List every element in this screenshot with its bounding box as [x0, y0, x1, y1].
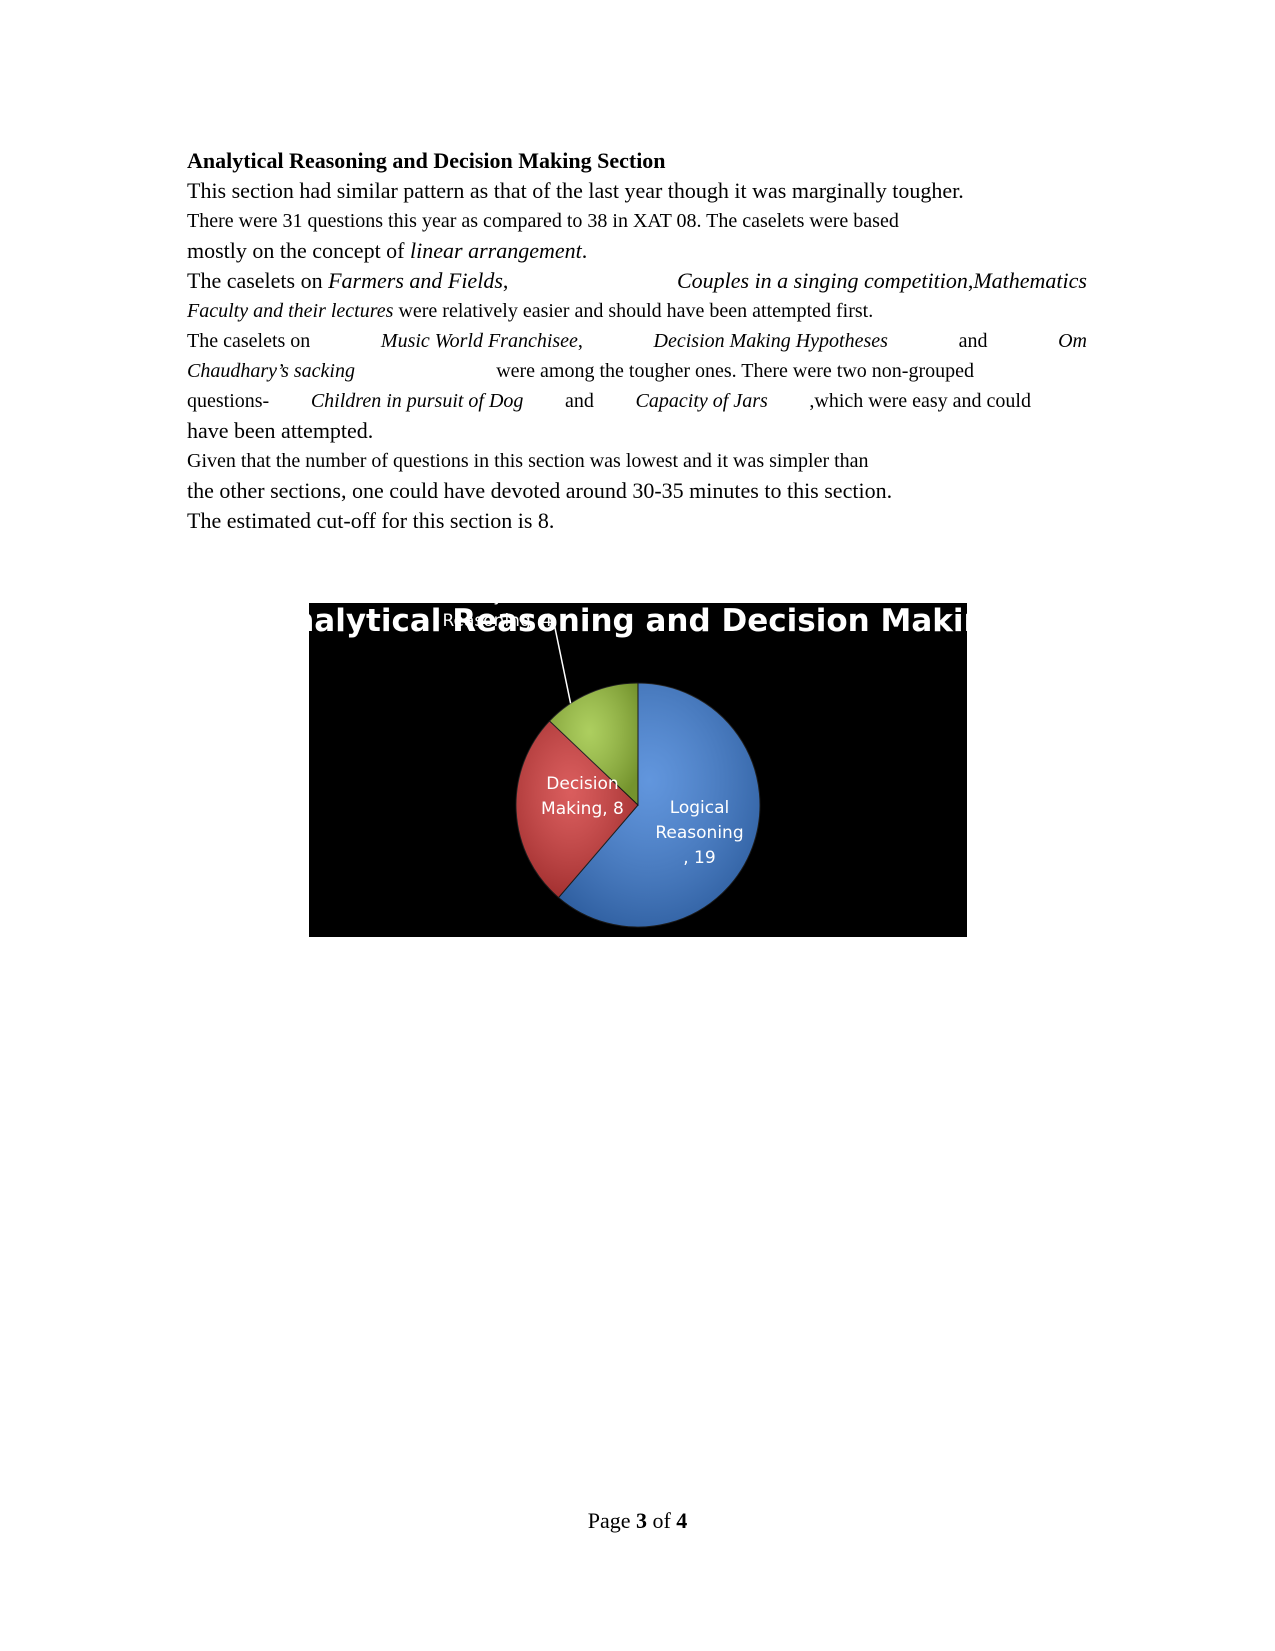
paragraph-line: the other sections, one could have devoted around 30-35 minutes to this section.: [187, 478, 893, 503]
paragraph-line: [187, 356, 974, 386]
text-run: were among the tougher ones. There were two non-grouped: [496, 360, 974, 382]
section-heading: Analytical Reasoning and Decision Making Section: [187, 148, 666, 173]
text-run: The caselets on Farmers and Fields,: [187, 268, 509, 293]
footer-page-word: Page: [587, 1508, 631, 1533]
italic-run: Om: [1058, 330, 1087, 352]
text-run: Music World Franchisee,: [380, 330, 583, 352]
pie-chart: [309, 603, 967, 937]
paragraph-line: There were 31 questions this year as compared to 38 in XAT 08. The caselets were based: [187, 210, 899, 232]
paragraph-line: Given that the number of questions in this section was lowest and it was simpler than: [187, 450, 869, 472]
paragraph-line: This section had similar pattern as that of the last year though it was marginally tougher.: [187, 178, 964, 203]
text-run: .: [581, 238, 588, 263]
pie-label-analytical-reasoning: Reasoning, 4: [442, 611, 553, 632]
italic-run: Decision Making Hypotheses: [653, 330, 888, 352]
page-footer: [0, 1508, 1275, 1534]
pie-label-decision-making: Decision Making, 8: [541, 773, 624, 819]
text-run: and: [958, 330, 988, 352]
text-run: and: [565, 390, 594, 412]
footer-page-total: 4: [676, 1508, 688, 1533]
paragraph-line: have been attempted.: [187, 418, 374, 443]
text-run: mostly on the concept of: [187, 238, 411, 263]
paragraph-line: [187, 236, 1087, 266]
italic-run: linear arrangement: [410, 238, 582, 263]
text-run: Couples in a singing competition,Mathematics: [676, 268, 1087, 293]
paragraph-line: [187, 266, 1087, 296]
paragraph-line: The estimated cut-off for this section is 8.: [187, 508, 555, 533]
italic-run: Capacity of Jars: [635, 390, 768, 412]
text-run: questions-: [187, 390, 270, 412]
italic-run: Faculty and their lectures: [187, 300, 394, 322]
footer-of-word: of: [652, 1508, 671, 1533]
italic-run: Children in pursuit of Dog: [310, 390, 524, 412]
pie-label-logical-reasoning: Logical Reasoning , 19: [655, 798, 744, 869]
footer-page-number: 3: [635, 1508, 647, 1533]
paragraph-line: [187, 326, 1087, 356]
text-run: The caselets on: [187, 330, 311, 352]
paragraph-line: [187, 386, 1031, 416]
pie-chart-figure: [309, 603, 967, 937]
italic-run: Chaudhary’s sacking: [187, 360, 355, 382]
text-run: ,which were easy and could: [809, 390, 1031, 412]
paragraph-line: [187, 296, 1087, 326]
text-run: were relatively easier and should have been attempted first.: [393, 300, 874, 322]
section-body: [187, 146, 1087, 536]
chart-title: alytical Reasoning and Decision Maki: [314, 603, 964, 639]
